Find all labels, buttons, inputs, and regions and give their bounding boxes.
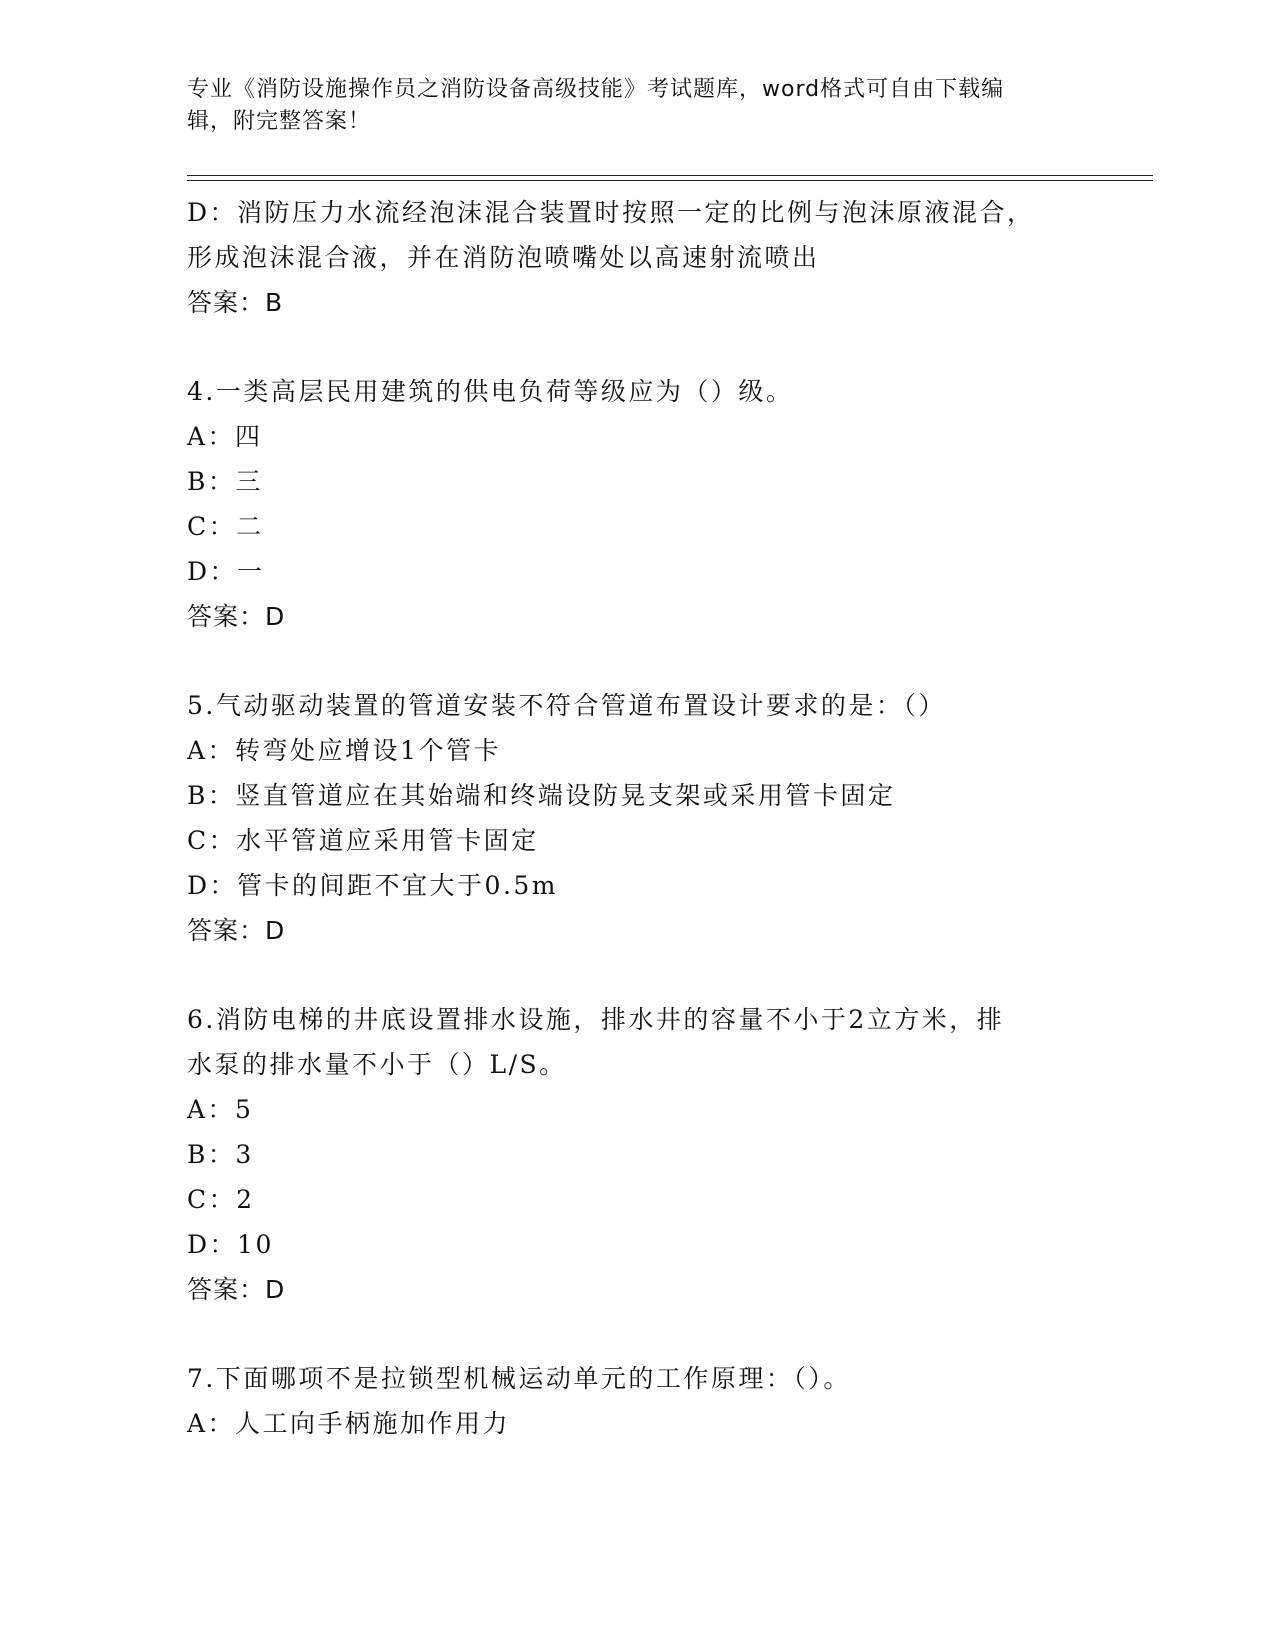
option-a: A：四: [187, 422, 263, 451]
header-line-1: 专业《消防设施操作员之消防设备高级技能》考试题库，word格式可自由下载编: [187, 77, 1005, 102]
answer-line: 答案：B: [187, 288, 284, 317]
spacer: [187, 1312, 1087, 1356]
option-d: D：一: [187, 557, 265, 586]
continued-question: [187, 190, 1087, 325]
option-d-line-2: 形成泡沫混合液，并在消防泡喷嘴处以高速射流喷出: [187, 243, 820, 272]
option-b: B：三: [187, 467, 263, 496]
option-d-line-1: D：消防压力水流经泡沫混合装置时按照一定的比例与泡沫原液混合，: [187, 198, 1035, 227]
option-a: A：5: [187, 1095, 254, 1124]
option-d: D：管卡的间距不宜大于0.5m: [187, 871, 559, 900]
header-line-2: 辑，附完整答案！: [187, 109, 372, 134]
question-content: [187, 190, 1087, 1446]
option-b: B：竖直管道应在其始端和终端设防晃支架或采用管卡固定: [187, 781, 896, 810]
option-c: C：2: [187, 1185, 255, 1214]
option-c: C：水平管道应采用管卡固定: [187, 826, 539, 855]
header-rule-bottom: [187, 180, 1153, 181]
spacer: [187, 953, 1087, 997]
answer-line: 答案：D: [187, 916, 286, 945]
question-stem-line-1: 6.消防电梯的井底设置排水设施，排水井的容量不小于2立方米，排: [187, 1005, 1005, 1034]
spacer: [187, 325, 1087, 369]
question-4: [187, 369, 1087, 639]
question-7: [187, 1356, 1087, 1446]
option-a: A：转弯处应增设1个管卡: [187, 736, 501, 765]
option-c: C：二: [187, 512, 264, 541]
question-6: [187, 997, 1087, 1312]
option-a: A：人工向手柄施加作用力: [187, 1409, 511, 1438]
question-5: [187, 683, 1087, 953]
answer-line: 答案：D: [187, 602, 286, 631]
header-rule-top: [187, 175, 1153, 176]
page-header: [187, 74, 1067, 138]
question-stem-line-2: 水泵的排水量不小于（）L/S。: [187, 1050, 567, 1079]
option-d: D：10: [187, 1230, 274, 1259]
answer-line: 答案：D: [187, 1275, 286, 1304]
option-b: B：3: [187, 1140, 254, 1169]
question-stem: 5.气动驱动装置的管道安装不符合管道布置设计要求的是：（）: [187, 691, 946, 720]
question-stem: 4.一类高层民用建筑的供电负荷等级应为（）级。: [187, 377, 794, 406]
question-stem: 7.下面哪项不是拉锁型机械运动单元的工作原理：（）。: [187, 1364, 851, 1393]
spacer: [187, 639, 1087, 683]
